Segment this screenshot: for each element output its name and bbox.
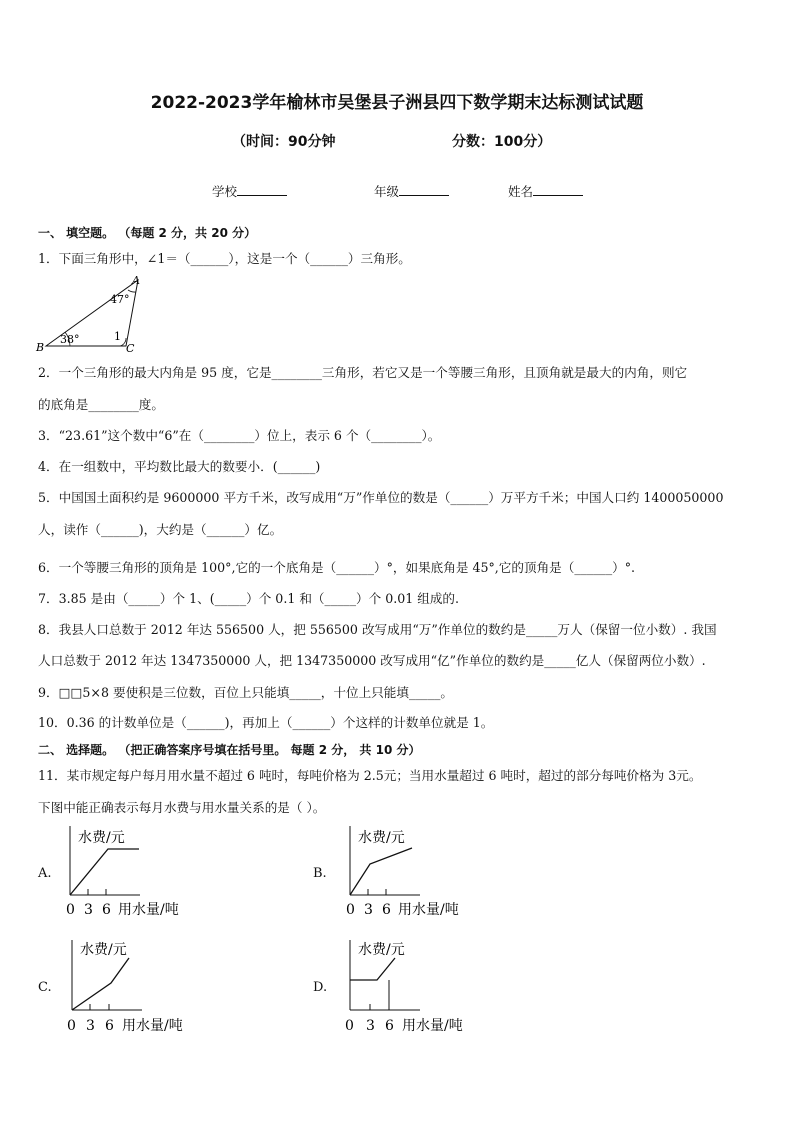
tick-label-0: 0 [66, 902, 75, 918]
angle-a-arc [128, 290, 136, 292]
exam-time: （时间：90分钟 [232, 134, 336, 150]
graph-b[interactable] [340, 824, 500, 922]
graph-line [70, 849, 139, 895]
x-axis-label: 用水量/吨 [402, 1018, 463, 1034]
vertex-a-label: A [132, 274, 140, 287]
name-field [508, 182, 583, 200]
tick-label-6: 6 [105, 1018, 114, 1034]
question-2-line2: 的底角是________度。 [38, 397, 164, 412]
tick-label-0: 0 [345, 1018, 354, 1034]
tick-label-0: 0 [346, 902, 355, 918]
section1-heading: 一、 填空题。 （每题 2 分，共 20 分） [38, 226, 257, 240]
triangle-figure [34, 272, 154, 354]
angle-a-label: 47° [110, 293, 130, 306]
tick-label-3: 3 [366, 1018, 375, 1034]
option-b-label[interactable]: B. [313, 866, 327, 881]
name-label: 姓名 [508, 184, 534, 199]
angle-b-label: 38° [60, 333, 80, 346]
question-6: 6．一个等腰三角形的顶角是 100°,它的一个底角是（______）°，如果底角是 45°,它的顶角是（______）°. [38, 560, 636, 575]
vertex-b-label: B [36, 341, 45, 354]
question-11-line2: 下图中能正确表示每月水费与用水量关系的是（ ）。 [38, 800, 326, 815]
option-d-label[interactable]: D. [313, 980, 328, 995]
graph-a[interactable] [60, 824, 220, 922]
x-axis-label: 用水量/吨 [118, 902, 179, 918]
grade-field [374, 182, 449, 200]
tick-label-6: 6 [385, 1018, 394, 1034]
question-5-line2: 人，读作（______)，大约是（______）亿。 [38, 522, 283, 537]
question-10: 10．0.36 的计数单位是（______)，再加上（______）个这样的计数单位就是 1。 [38, 715, 494, 730]
x-axis-label: 用水量/吨 [398, 902, 459, 918]
tick-label-3: 3 [84, 902, 93, 918]
grade-blank[interactable] [399, 183, 449, 196]
school-label: 学校 [212, 184, 238, 199]
question-8-line2: 人口总数于 2012 年达 1347350000 人，把 1347350000 改写成用“亿”作单位的数约是_____亿人（保留两位小数）. [38, 653, 706, 668]
page-title: 2022-2023学年榆林市吴堡县子洲县四下数学期末达标测试试题 [150, 93, 644, 113]
y-axis-label: 水费/元 [80, 942, 127, 958]
question-5-line1: 5．中国国土面积约是 9600000 平方千米，改写成用“万”作单位的数是（______）万平方千米；中国人口约 1400050000 [38, 490, 724, 505]
y-axis-label: 水费/元 [358, 830, 405, 846]
option-c-label[interactable]: C. [38, 980, 52, 995]
tick-label-6: 6 [382, 902, 391, 918]
exam-score: 分数：100分） [452, 134, 552, 150]
section2-heading: 二、 选择题。 （把正确答案序号填在括号里。 每题 2 分， 共 10 分） [38, 743, 421, 757]
angle-1-label: 1 [114, 330, 121, 343]
option-a-label[interactable]: A. [38, 866, 52, 881]
graph-d[interactable] [340, 938, 500, 1036]
graph-line [350, 848, 412, 895]
school-blank[interactable] [237, 183, 287, 196]
graph-c[interactable] [62, 938, 222, 1036]
y-axis-label: 水费/元 [78, 830, 125, 846]
question-9: 9．□□5×8 要使积是三位数，百位上只能填_____，十位上只能填_____。 [38, 685, 454, 700]
tick-label-3: 3 [364, 902, 373, 918]
school-field [212, 182, 287, 200]
question-1: 1．下面三角形中，∠1＝（______），这是一个（______）三角形。 [38, 251, 411, 266]
question-2-line1: 2．一个三角形的最大内角是 95 度，它是________三角形，若它又是一个等腰三角形，且顶角就是最大的内角，则它 [38, 365, 688, 380]
question-7: 7．3.85 是由（_____）个 1、(_____）个 0.1 和（_____）个 0.01 组成的. [38, 591, 460, 606]
vertex-c-label: C [126, 342, 135, 354]
grade-label: 年级 [374, 184, 400, 199]
x-axis-label: 用水量/吨 [122, 1018, 183, 1034]
question-3: 3．“23.61”这个数中“6”在（________）位上，表示 6 个（________）。 [38, 428, 441, 443]
tick-label-6: 6 [102, 902, 111, 918]
tick-label-3: 3 [86, 1018, 95, 1034]
y-axis-label: 水费/元 [358, 942, 405, 958]
question-4: 4．在一组数中，平均数比最大的数要小．(______) [38, 459, 321, 474]
question-11-line1: 11．某市规定每户每月用水量不超过 6 吨时，每吨价格为 2.5元；当用水量超过 6 吨时，超过的部分每吨价格为 3元。 [38, 768, 702, 783]
graph-line [72, 958, 129, 1010]
tick-label-0: 0 [67, 1018, 76, 1034]
name-blank[interactable] [533, 183, 583, 196]
question-8-line1: 8．我县人口总数于 2012 年达 556500 人，把 556500 改写成用“万”作单位的数约是_____万人（保留一位小数）. 我国 [38, 622, 717, 637]
graph-line [350, 958, 395, 980]
